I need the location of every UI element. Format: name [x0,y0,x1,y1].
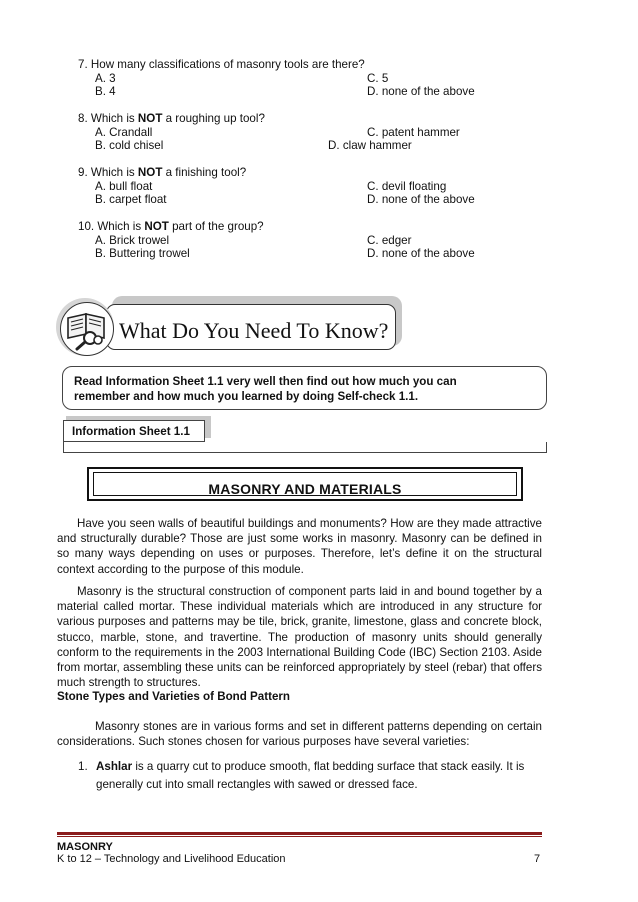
option-c: C. 5 [367,71,389,85]
question-9 [78,166,558,207]
question-10 [78,220,558,261]
banner-title: What Do You Need To Know? [119,318,389,343]
section-banner [56,296,406,358]
question-stem: 7. How many classifications of masonry tools are there? [78,58,365,71]
paragraph-1: Have you seen walls of beautiful buildings and monuments? How are they made attractive and structurally durable? Those are just some works in masonry. Masonry can be defined in so many ways depending on uses or purposes. Therefore, let’s define it on the structural context according to the purpose of this module. [57,517,542,576]
question-stem: 8. Which is NOT a roughing up tool? [78,112,265,125]
question-7 [78,58,558,99]
option-a: A. bull float [95,179,153,193]
subheading: Stone Types and Varieties of Bond Pattern [57,690,290,703]
question-stem: 10. Which is NOT part of the group? [78,220,264,233]
footer-rule [57,832,542,835]
info-sheet-label: Information Sheet 1.1 [72,425,190,438]
instruction-text [74,374,514,404]
option-a: A. Brick trowel [95,233,170,247]
option-d: D. none of the above [367,193,475,207]
list-body [96,758,543,794]
list-term: Ashlar [96,760,133,773]
option-b: B. Buttering trowel [95,247,190,261]
option-a: A. 3 [95,71,116,85]
option-b: B. cold chisel [95,139,164,153]
footer-course: K to 12 – Technology and Livelihood Education [57,853,286,865]
book-magnifier-icon [62,304,112,354]
option-d: D. none of the above [367,247,475,261]
option-c: C. edger [367,233,412,247]
info-sheet-bracket [63,442,547,453]
option-b: B. carpet float [95,193,167,207]
option-c: C. patent hammer [367,125,460,139]
section-title-inner [93,472,517,496]
footer-rule-thin [57,836,542,837]
option-b: B. 4 [95,85,116,99]
instruction-line-1: Read Information Sheet 1.1 very well then find out how much you can [74,375,457,388]
instruction-box [62,366,547,410]
option-d: D. claw hammer [328,139,412,153]
question-stem: 9. Which is NOT a finishing tool? [78,166,247,179]
list-text: is a quarry cut to produce smooth, flat bedding surface that stack easily. It is generally cut into small rectangles with sawed or dressed face. [96,760,525,791]
paragraph-3: Masonry stones are in various forms and set in different patterns depending on certain considerations. Such stones chosen for various purposes have several varieties: [57,720,542,749]
footer-subject: MASONRY [57,841,113,853]
option-c: C. devil floating [367,179,447,193]
question-8 [78,112,558,153]
banner-circle [60,302,114,356]
section-title-box [87,467,523,501]
page-number: 7 [534,853,541,865]
instruction-line-2: remember and how much you learned by doing Self-check 1.1. [74,390,419,403]
option-d: D. none of the above [367,85,475,99]
list-number: 1. [78,760,88,773]
option-a: A. Crandall [95,125,153,139]
info-sheet-tab [63,420,205,442]
paragraph-2: Masonry is the structural construction of component parts laid in and bound together by a material called mortar. These individual materials which are introduced in any structure for various purposes and patterns may be tile, brick, granite, limestone, glass and concrete block, stucco, marble, stone, and travertine. The production of masonry units should generally conform to the requirements in the 2003 International Building Code (IBC) Section 2103. Aside from mortar, assembling these units can be reinforced appropriately by steel (rebar) that offers much strength to structures. [57,585,542,690]
section-title: MASONRY AND MATERIALS [208,481,402,497]
